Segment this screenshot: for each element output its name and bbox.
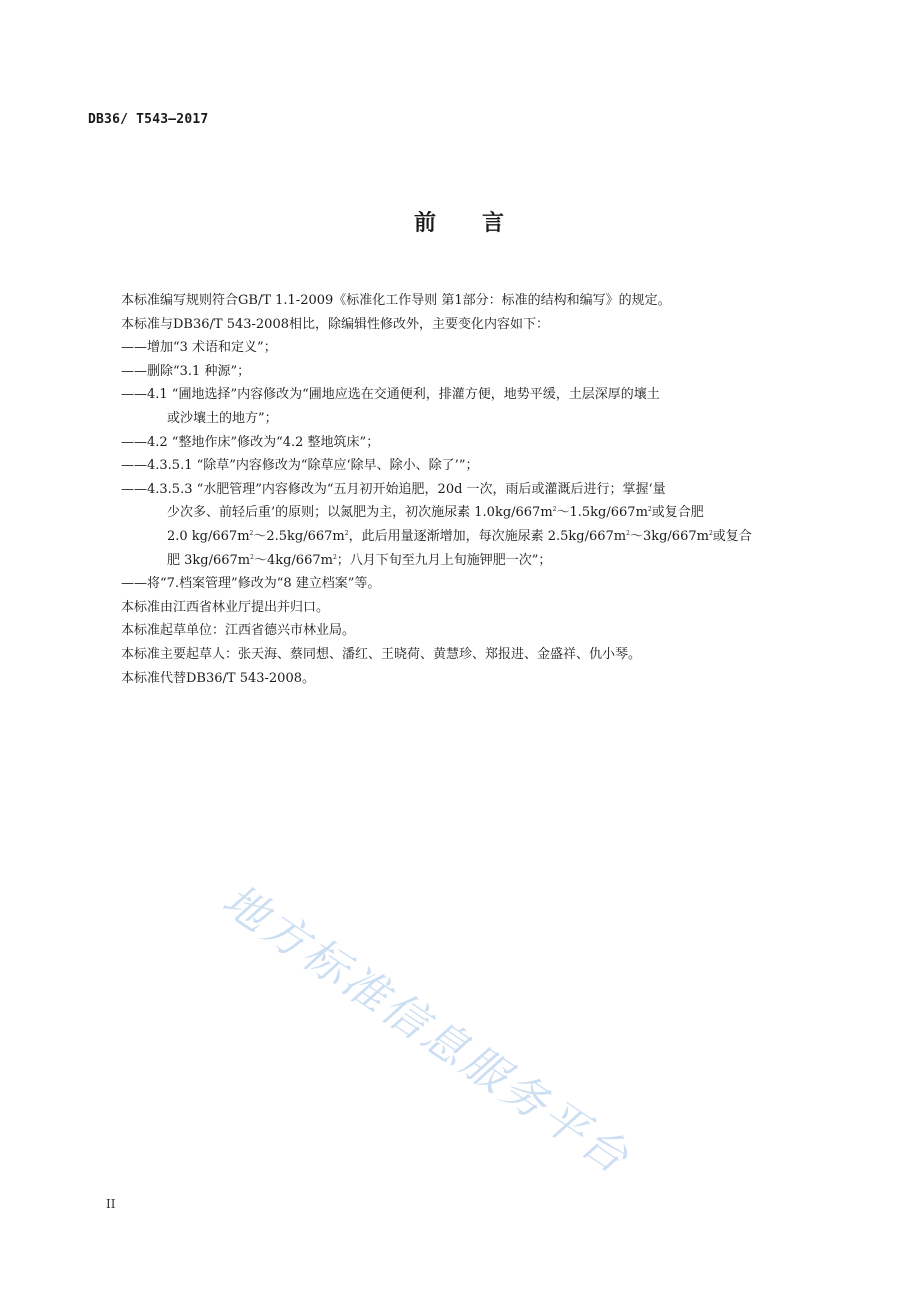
text-run: 或复合 — [712, 528, 752, 544]
page-title — [0, 206, 920, 237]
text-run: ～4kg/667m — [253, 552, 333, 568]
text-run: ～3kg/667m — [629, 528, 709, 544]
text-run: 少次多、前轻后重’的原则；以氮肥为主，初次施尿素 1.0kg/667m — [167, 505, 553, 521]
preface-line: 本标准代替DB36/T 543-2008。 — [121, 670, 315, 686]
superscript: 2 — [708, 529, 713, 537]
superscript: 2 — [249, 529, 254, 537]
title-char-1: 前 — [413, 211, 438, 236]
superscript: 2 — [626, 529, 630, 537]
text-run: 2.0 kg/667m — [167, 528, 250, 544]
change-item: ——4.3.5.3 “水肥管理”内容修改为“五月初开始追肥，20d 一次，雨后或灌溉后进行；掌握‘量 — [121, 481, 666, 497]
change-item: ——4.3.5.1 “除草”内容修改为“除草应‘除早、除小、除了’”； — [121, 458, 479, 474]
superscript: 2 — [552, 506, 557, 514]
page-number: II — [106, 1197, 116, 1211]
change-item: ——4.1 “圃地选择”内容修改为“圃地应选在交通便利，排灌方便，地势平缓，土层深厚的壤土 — [121, 387, 660, 403]
text-run: 肥 3kg/667m — [167, 552, 251, 568]
watermark: 地方标准信息服务平台 — [213, 874, 640, 1186]
preface-line: 本标准起草单位：江西省德兴市林业局。 — [121, 623, 356, 639]
change-item: ——删除“3.1 种源”； — [121, 363, 251, 379]
change-item: ——将“7.档案管理”修改为“8 建立档案”等。 — [121, 576, 381, 592]
change-item-continuation — [121, 501, 821, 525]
superscript: 2 — [250, 553, 254, 561]
change-item-continuation — [121, 525, 821, 549]
superscript: 2 — [647, 506, 652, 514]
title-char-2: 言 — [482, 211, 507, 236]
preface-line: 本标准编写规则符合GB/T 1.1-2009《标准化工作导则 第1部分：标准的结构和编写》的规定。 — [121, 293, 671, 308]
text-run: ～1.5kg/667m — [556, 505, 648, 521]
change-item-continuation: 或沙壤土的地方”； — [167, 410, 278, 426]
superscript: 2 — [344, 529, 349, 537]
change-item: ——增加“3 术语和定义”； — [121, 340, 277, 356]
text-run: ～2.5kg/667m — [253, 528, 345, 544]
change-item: ——4.2 “整地作床”修改为“4.2 整地筑床”； — [121, 434, 380, 450]
text-run: 或复合肥 — [651, 505, 704, 521]
text-run: ，此后用量逐渐增加，每次施尿素 2.5kg/667m — [348, 528, 627, 544]
change-item-continuation — [121, 549, 821, 573]
preface-body — [121, 289, 821, 690]
preface-line: 本标准主要起草人：张天海、蔡同想、潘红、王晓荷、黄慧珍、郑报进、金盛祥、仇小琴。 — [121, 646, 642, 662]
superscript: 2 — [332, 553, 337, 561]
text-run: ；八月下旬至九月上旬施钾肥一次”； — [336, 552, 552, 568]
document-number: DB36/ T543—2017 — [88, 112, 209, 127]
preface-line: 本标准由江西省林业厅提出并归口。 — [121, 599, 330, 615]
preface-line: 本标准与DB36/T 543-2008相比，除编辑性修改外，主要变化内容如下： — [121, 316, 549, 332]
